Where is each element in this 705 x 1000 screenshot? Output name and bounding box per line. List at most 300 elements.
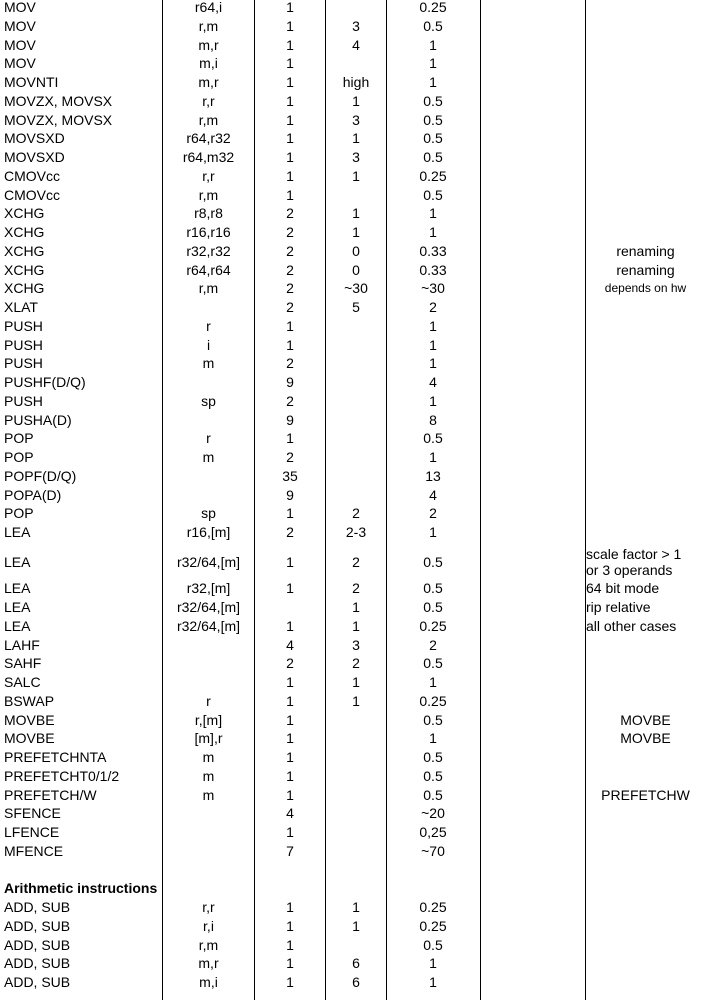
throughput-cell: 0.25 <box>419 692 447 709</box>
operands-cell <box>163 411 254 430</box>
operands-cell: r64,i <box>194 0 223 15</box>
throughput-cell: 0.5 <box>423 430 443 447</box>
latency-cell: 1 <box>352 617 360 634</box>
notes-cell <box>586 748 705 767</box>
latency-cell <box>326 373 386 392</box>
table-row <box>0 804 705 823</box>
instruction-cell: PUSH <box>4 317 43 334</box>
instruction-cell: SALC <box>4 674 41 690</box>
throughput-cell: 0.5 <box>423 786 443 803</box>
notes-cell: all other cases <box>586 617 677 634</box>
throughput-cell: ~30 <box>421 280 445 297</box>
notes-cell <box>586 148 705 167</box>
uops-cell: 1 <box>286 186 294 203</box>
notes-cell <box>586 92 705 111</box>
throughput-cell: 1 <box>429 336 437 353</box>
operands-cell: r,m <box>198 186 219 203</box>
operands-cell: m <box>202 449 215 465</box>
throughput-cell: 1 <box>429 974 437 990</box>
table-row <box>0 711 705 730</box>
operands-cell <box>163 486 254 505</box>
latency-cell <box>326 486 386 505</box>
table-row <box>0 36 705 55</box>
throughput-cell: 1 <box>429 392 437 409</box>
latency-cell: 1 <box>352 224 360 240</box>
table-row <box>0 354 705 373</box>
notes-cell <box>586 486 705 505</box>
operands-cell <box>163 298 254 317</box>
uops-cell: 4 <box>286 636 294 653</box>
operands-cell: r,[m] <box>194 711 223 728</box>
throughput-cell: 0,25 <box>419 824 447 840</box>
latency-cell <box>326 429 386 448</box>
notes-cell <box>586 411 705 430</box>
instruction-cell: POP <box>4 430 34 447</box>
operands-cell: [m],r <box>194 730 223 747</box>
uops-cell: 2 <box>286 355 294 372</box>
instruction-cell: MOV <box>4 17 36 34</box>
table-row <box>0 654 705 673</box>
throughput-cell: 2 <box>429 636 437 653</box>
uops-cell: 9 <box>286 486 294 503</box>
uops-cell: 1 <box>286 955 294 972</box>
table-row <box>0 936 705 955</box>
notes-cell <box>586 36 705 55</box>
uops-cell: 1 <box>286 917 294 934</box>
notes-cell <box>586 546 705 578</box>
latency-cell: 2-3 <box>345 524 367 540</box>
uops-cell: 1 <box>286 580 294 597</box>
notes-cell <box>586 804 705 823</box>
uops-cell: 1 <box>286 711 294 728</box>
latency-cell <box>326 748 386 767</box>
operands-cell <box>163 804 254 823</box>
operands-cell: r,m <box>198 17 219 34</box>
notes-cell <box>586 0 705 17</box>
instruction-cell: XCHG <box>4 205 45 222</box>
latency-cell: 2 <box>352 505 360 522</box>
uops-cell: 1 <box>286 92 294 109</box>
uops-cell: 9 <box>286 411 294 428</box>
throughput-cell: 0.5 <box>423 17 443 34</box>
throughput-cell: 0.5 <box>423 655 443 672</box>
latency-cell: 1 <box>352 899 360 915</box>
notes-cell <box>586 654 705 673</box>
table-row <box>0 543 705 581</box>
uops-cell: 1 <box>286 74 294 90</box>
operands-cell: r <box>206 430 211 447</box>
operands-cell: r,m <box>198 936 219 953</box>
table-row <box>0 223 705 242</box>
latency-cell: 1 <box>352 674 360 690</box>
table-row <box>0 242 705 261</box>
notes-cell <box>586 354 705 373</box>
latency-cell: 1 <box>352 917 360 934</box>
instruction-cell: MOVSXD <box>4 130 65 147</box>
notes-cell <box>586 823 705 842</box>
operands-cell: r,i <box>203 917 214 934</box>
latency-cell: 4 <box>352 36 360 53</box>
notes-cell <box>586 673 705 692</box>
notes-cell <box>586 429 705 448</box>
notes-cell: depends on hw <box>604 281 687 296</box>
latency-cell <box>326 861 386 880</box>
uops-cell: 1 <box>286 317 294 334</box>
operands-cell: r64,r64 <box>186 261 231 278</box>
throughput-cell: 0.5 <box>423 936 443 953</box>
section-header-row <box>0 879 705 898</box>
throughput-cell: 0.5 <box>423 767 443 784</box>
uops-cell: 1 <box>286 430 294 447</box>
latency-cell: 2 <box>352 580 360 597</box>
throughput-cell: 1 <box>429 317 437 334</box>
latency-cell <box>326 354 386 373</box>
notes-cell <box>586 973 705 992</box>
notes-cell: 64 bit mode <box>586 580 660 597</box>
uops-cell: 1 <box>286 0 294 15</box>
notes-cell <box>586 954 705 973</box>
uops-cell: 1 <box>286 674 294 690</box>
operands-cell <box>163 842 254 861</box>
table-row <box>0 373 705 392</box>
instruction-cell: PUSH <box>4 392 43 409</box>
instruction-cell: MOVBE <box>4 711 55 728</box>
table-row <box>0 186 705 205</box>
operands-cell: r16,[m] <box>186 524 231 540</box>
table-row <box>0 486 705 505</box>
latency-cell: 2 <box>352 553 360 570</box>
instruction-cell: XCHG <box>4 261 45 278</box>
uops-cell: 1 <box>286 936 294 953</box>
instruction-cell: PREFETCHNTA <box>4 749 107 765</box>
operands-cell: m,r <box>198 74 219 90</box>
operands-cell: r32/64,[m] <box>176 599 241 615</box>
uops-cell: 2 <box>286 205 294 222</box>
instruction-cell: POP <box>4 449 34 465</box>
table-row <box>0 448 705 467</box>
notes-cell <box>586 54 705 73</box>
uops-cell: 1 <box>286 617 294 634</box>
operands-cell: i <box>206 336 211 353</box>
instruction-cell: XCHG <box>4 242 45 259</box>
note-line: or 3 operands <box>586 561 673 578</box>
table-row <box>0 861 705 880</box>
operands-cell: m,r <box>198 955 219 972</box>
throughput-cell <box>387 861 479 880</box>
table-row <box>0 954 705 973</box>
instruction-cell: XCHG <box>4 280 45 297</box>
latency-cell <box>326 804 386 823</box>
notes-cell <box>586 504 705 523</box>
operands-cell: r,r <box>202 92 215 109</box>
latency-cell <box>326 392 386 411</box>
uops-cell: 1 <box>286 767 294 784</box>
latency-cell: 6 <box>352 974 360 990</box>
latency-cell <box>326 186 386 205</box>
notes-cell: MOVBE <box>620 730 671 747</box>
operands-cell <box>163 467 254 486</box>
instruction-cell: ADD, SUB <box>4 899 71 915</box>
table-row <box>0 336 705 355</box>
table-row <box>0 17 705 36</box>
instruction-cell: ADD, SUB <box>4 974 71 990</box>
table-row <box>0 317 705 336</box>
instruction-cell: POP <box>4 505 34 522</box>
instruction-cell: POPF(D/Q) <box>4 467 77 484</box>
table-row <box>0 411 705 430</box>
notes-cell <box>586 336 705 355</box>
section-title: Arithmetic instructions <box>4 880 158 897</box>
notes-cell <box>586 204 705 223</box>
instruction-cell: LFENCE <box>4 824 60 840</box>
table-row <box>0 617 705 636</box>
instruction-cell: BSWAP <box>4 692 55 709</box>
uops-cell: 2 <box>286 224 294 240</box>
operands-cell: r,r <box>202 899 215 915</box>
instruction-cell: ADD, SUB <box>4 936 71 953</box>
uops-cell: 4 <box>286 805 294 822</box>
operands-cell <box>163 861 254 880</box>
throughput-cell: 1 <box>429 55 437 72</box>
operands-cell: r64,r32 <box>186 130 231 147</box>
table-row <box>0 917 705 936</box>
uops-cell: 1 <box>286 692 294 709</box>
operands-cell: m <box>202 355 215 372</box>
latency-cell <box>326 448 386 467</box>
uops-cell: 35 <box>282 467 298 484</box>
uops-cell: 2 <box>286 449 294 465</box>
notes-cell <box>586 448 705 467</box>
operands-cell: m,i <box>199 55 218 72</box>
instruction-cell: PUSHF(D/Q) <box>4 374 86 390</box>
operands-cell: m <box>202 767 215 784</box>
latency-cell: 0 <box>352 261 360 278</box>
table-row <box>0 129 705 148</box>
operands-cell: r,r <box>202 167 215 184</box>
operands-cell: m,i <box>199 974 218 990</box>
throughput-cell: 0.33 <box>419 261 447 278</box>
throughput-cell: ~20 <box>421 805 445 822</box>
table-row <box>0 673 705 692</box>
throughput-cell: 4 <box>429 374 437 390</box>
uops-cell: 1 <box>286 824 294 840</box>
uops-cell: 1 <box>286 149 294 165</box>
throughput-cell: 0.25 <box>419 917 447 934</box>
instruction-cell: MOVZX, MOVSX <box>4 92 113 109</box>
operands-cell: m <box>202 749 215 765</box>
throughput-cell: 1 <box>429 224 437 240</box>
uops-cell: 1 <box>286 55 294 72</box>
instruction-cell: PUSH <box>4 336 43 353</box>
notes-cell <box>586 223 705 242</box>
notes-cell <box>586 186 705 205</box>
table-row <box>0 111 705 130</box>
operands-cell: r64,m32 <box>182 149 235 165</box>
table-row <box>0 523 705 542</box>
notes-cell <box>586 73 705 92</box>
throughput-cell: 0.25 <box>419 617 447 634</box>
notes-cell <box>586 17 705 36</box>
throughput-cell: 0.5 <box>423 186 443 203</box>
latency-cell: 3 <box>352 636 360 653</box>
latency-cell <box>326 823 386 842</box>
throughput-cell: 0.5 <box>423 599 443 615</box>
table-row <box>0 279 705 298</box>
latency-cell: 1 <box>352 167 360 184</box>
instruction-cell: PUSH <box>4 355 43 372</box>
throughput-cell: 0.25 <box>419 0 447 15</box>
latency-cell: 6 <box>352 955 360 972</box>
operands-cell: r8,r8 <box>194 205 223 222</box>
table-row <box>0 973 705 992</box>
latency-cell: 3 <box>352 17 360 34</box>
table-row <box>0 898 705 917</box>
latency-cell: ~30 <box>344 280 368 297</box>
throughput-cell: 1 <box>429 730 437 747</box>
operands-cell: sp <box>201 392 216 409</box>
uops-cell: 1 <box>286 899 294 915</box>
throughput-cell: 0.5 <box>423 130 443 147</box>
instruction-cell <box>4 861 162 880</box>
instruction-cell: MOV <box>4 0 36 15</box>
notes-cell <box>586 111 705 130</box>
uops-cell: 7 <box>286 842 294 859</box>
notes-cell <box>586 936 705 955</box>
uops-cell: 1 <box>286 130 294 147</box>
notes-cell <box>586 523 705 542</box>
latency-cell <box>326 711 386 730</box>
throughput-cell: 1 <box>429 524 437 540</box>
notes-cell: PREFETCHW <box>601 786 690 803</box>
throughput-cell: 1 <box>429 205 437 222</box>
operands-cell: r,m <box>198 111 219 128</box>
table-row <box>0 298 705 317</box>
table-row <box>0 579 705 598</box>
uops-cell: 1 <box>286 167 294 184</box>
latency-cell <box>326 0 386 17</box>
uops-cell <box>255 598 325 617</box>
uops-cell: 1 <box>286 17 294 34</box>
notes-cell: renaming <box>616 261 675 278</box>
instruction-cell: CMOVcc <box>4 167 60 184</box>
instruction-cell: MFENCE <box>4 842 64 859</box>
instruction-cell: MOVSXD <box>4 149 65 165</box>
throughput-cell: 2 <box>429 299 437 315</box>
latency-cell: 3 <box>352 111 360 128</box>
latency-cell <box>326 786 386 805</box>
instruction-cell: LEA <box>4 524 31 540</box>
latency-cell: high <box>342 74 370 90</box>
throughput-cell: 1 <box>429 955 437 972</box>
latency-cell <box>326 467 386 486</box>
uops-cell: 1 <box>286 786 294 803</box>
throughput-cell: 0.25 <box>419 899 447 915</box>
uops-cell: 2 <box>286 524 294 540</box>
notes-cell <box>586 917 705 936</box>
table-row <box>0 729 705 748</box>
throughput-cell: 1 <box>429 74 437 90</box>
instruction-cell: PUSHA(D) <box>4 411 72 428</box>
instruction-cell: MOVBE <box>4 730 55 747</box>
latency-cell <box>326 729 386 748</box>
notes-cell: MOVBE <box>620 711 671 728</box>
notes-cell <box>586 373 705 392</box>
notes-cell <box>586 167 705 186</box>
uops-cell: 2 <box>286 299 294 315</box>
throughput-cell: ~70 <box>421 842 445 859</box>
latency-cell: 1 <box>352 130 360 147</box>
table-row <box>0 167 705 186</box>
throughput-cell: 1 <box>429 36 437 53</box>
notes-cell <box>586 298 705 317</box>
uops-cell: 1 <box>286 505 294 522</box>
instruction-cell: PREFETCHT0/1/2 <box>4 767 120 784</box>
table-row <box>0 73 705 92</box>
operands-cell <box>163 654 254 673</box>
instruction-cell: ADD, SUB <box>4 917 71 934</box>
latency-cell: 1 <box>352 92 360 109</box>
uops-cell: 1 <box>286 36 294 53</box>
operands-cell: r32,r32 <box>186 242 231 259</box>
notes-cell: renaming <box>616 242 675 259</box>
throughput-cell: 1 <box>429 449 437 465</box>
notes-cell <box>586 317 705 336</box>
operands-cell: sp <box>201 505 216 522</box>
throughput-cell: 0.5 <box>423 553 443 570</box>
uops-cell: 2 <box>286 392 294 409</box>
table-row <box>0 692 705 711</box>
uops-cell: 9 <box>286 374 294 390</box>
table-row <box>0 823 705 842</box>
latency-cell: 5 <box>352 299 360 315</box>
table-row <box>0 204 705 223</box>
operands-cell <box>163 636 254 655</box>
table-row <box>0 636 705 655</box>
table-row <box>0 54 705 73</box>
throughput-cell: 0.5 <box>423 149 443 165</box>
notes-cell <box>586 898 705 917</box>
instruction-cell: LEA <box>4 617 31 634</box>
instruction-cell: PREFETCH/W <box>4 786 97 803</box>
throughput-cell: 8 <box>429 411 437 428</box>
table-row <box>0 92 705 111</box>
uops-cell: 1 <box>286 749 294 765</box>
uops-cell: 2 <box>286 655 294 672</box>
latency-cell: 1 <box>352 692 360 709</box>
latency-cell <box>326 936 386 955</box>
notes-cell <box>586 767 705 786</box>
throughput-cell: 13 <box>425 467 441 484</box>
operands-cell <box>163 673 254 692</box>
instruction-cell: XLAT <box>4 299 38 315</box>
notes-cell <box>586 392 705 411</box>
operands-cell <box>163 823 254 842</box>
table-row <box>0 504 705 523</box>
uops-cell: 1 <box>286 974 294 990</box>
latency-cell: 1 <box>352 599 360 615</box>
instruction-cell: ADD, SUB <box>4 955 71 972</box>
notes-cell <box>586 692 705 711</box>
instruction-cell: LAHF <box>4 636 40 653</box>
latency-cell <box>326 317 386 336</box>
throughput-cell: 1 <box>429 674 437 690</box>
table-row <box>0 467 705 486</box>
throughput-cell: 0.5 <box>423 111 443 128</box>
instruction-cell: SAHF <box>4 655 42 672</box>
instruction-cell: LEA <box>4 599 31 615</box>
table-row <box>0 261 705 280</box>
instruction-cell: LEA <box>4 553 31 570</box>
